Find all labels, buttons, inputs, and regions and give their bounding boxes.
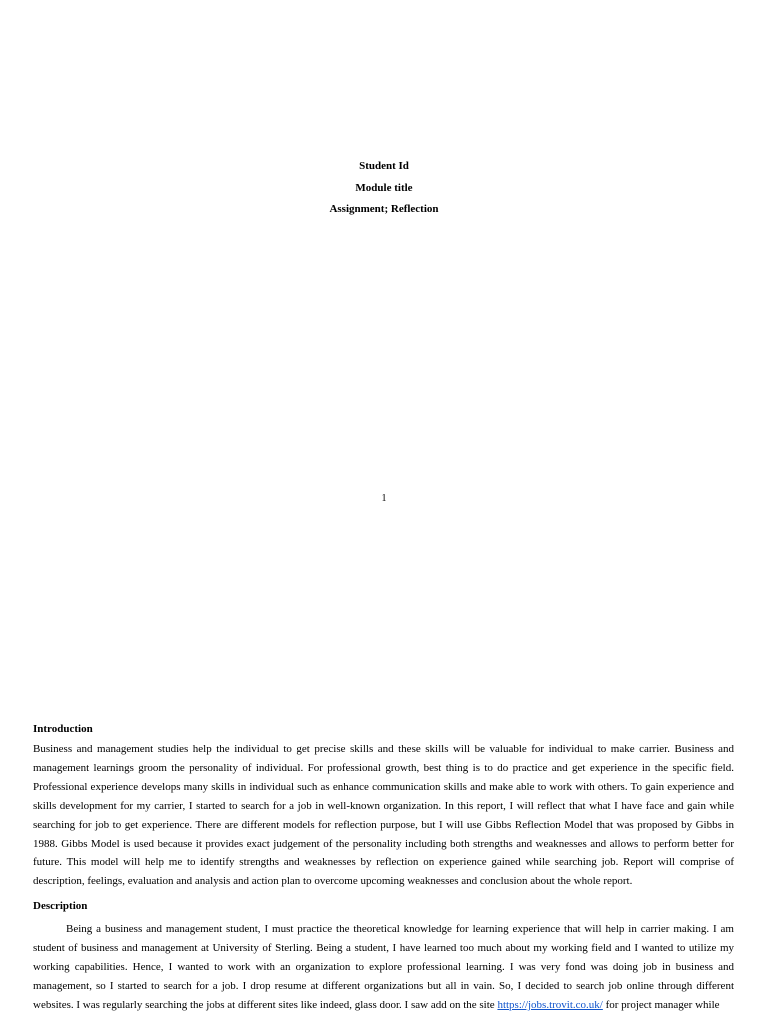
student-id-label: Student Id — [359, 160, 409, 172]
module-title-label: Module title — [355, 181, 413, 194]
description-text-start: Being a business and management student, I must practice the theoretical knowledge for learning experience that will help in carrier making. I am student of business and management at University of Sterling. Being a student, I have learned too much about my working field and I wanted to utilize my working capabilities. Hence, I wanted to work with an organization to explore professional learning. I was very fond was doing job in business and management, so I started to search for a job. I drop resume at different organizations but all in vain. So, I decided to search job online through different websites. I was regularly searching the jobs at different sites like indeed, glass door. I saw add on the site — [33, 923, 734, 1011]
description-paragraph — [33, 920, 734, 1015]
introduction-paragraph: Business and management studies help the individual to get precise skills and these skills will be valuable for individual to make carrier. Business and management learnings groom the personality of individual. For professional growth, best thing is to do practice and get experience in the specific field. Professional experience develops many skills in individual such as enhance communication skills and make able to work with others. To gain experience and skills development for my carrier, I started to search for a job in well-known organization. In this report, I will reflect that what I have face and gain while searching for job to get experience. There are different models for reflection purpose, but I will use Gibbs Reflection Model that was proposed by Gibbs in 1988. Gibbs Model is used because it provides exact judgement of the personality including both strengths and weaknesses and allows to perform better for future. This model will help me to identify strengths and weaknesses by reflection on experience gained while searching job. Report will comprise of description, feelings, evaluation and analysis and action plan to overcome upcoming weaknesses and conclusion about the whole report. — [33, 743, 734, 888]
report-body — [33, 720, 734, 1015]
page-number: 1 — [381, 493, 387, 504]
cover-title-block — [0, 156, 768, 221]
jobs-trovit-link[interactable]: https://jobs.trovit.co.uk/ — [497, 998, 603, 1011]
description-text-end: for project manager while — [602, 998, 720, 1011]
introduction-heading: Introduction — [33, 723, 93, 735]
description-heading: Description — [33, 900, 88, 913]
assignment-title: Assignment; Reflection — [329, 203, 439, 215]
